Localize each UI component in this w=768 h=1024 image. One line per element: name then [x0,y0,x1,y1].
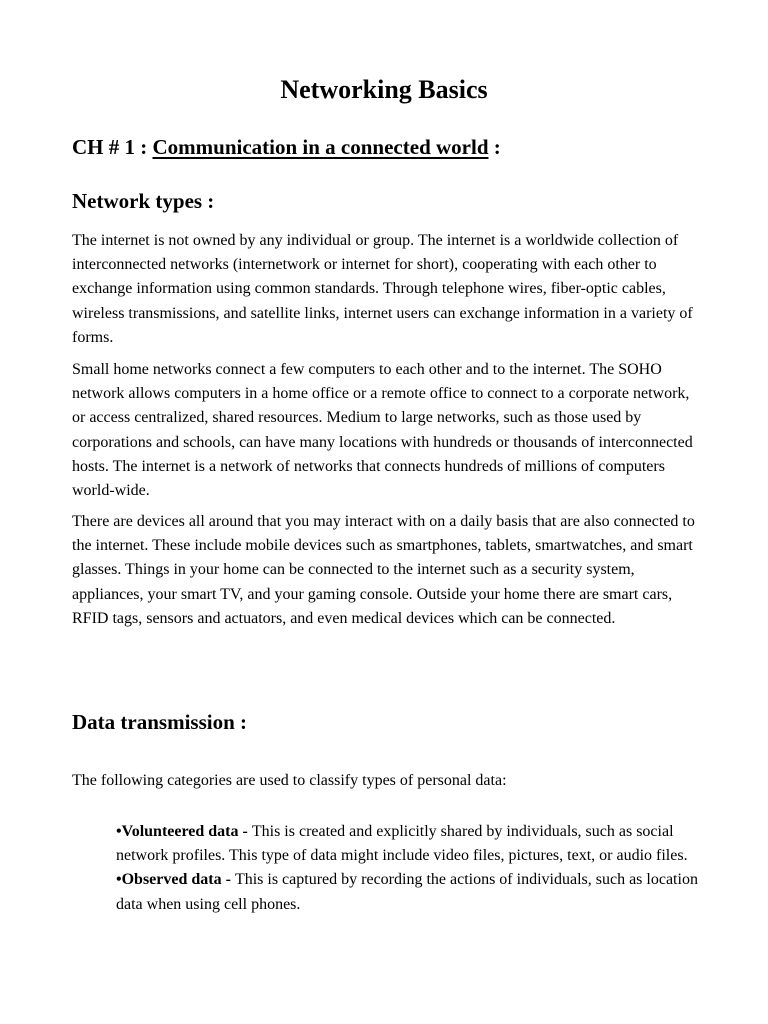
section-heading-data-transmission: Data transmission : [72,710,248,734]
chapter-suffix: : [488,135,501,159]
bullet-marker: • [116,871,122,889]
chapter-title: Communication in a connected world [152,135,489,159]
paragraph: Small home networks connect a few computers to each other and to the internet. The SOHO network allows computers in a home office or a remote office to connect to a corporate network, or access centralized, shared resources. Medium to large networks, such as those used by corporations and schools, can have many locations with hundreds or thousands of interconnected hosts. The internet is a network of networks that connects hundreds of millions of computers world-wide. [72,361,693,500]
section-heading-network-types: Network types : [72,189,215,213]
bullet-text: This is captured by recording the actions of individuals, such as location data when using cell phones. [116,871,698,913]
document-title: Networking Basics [280,75,488,104]
chapter-heading [72,133,501,161]
paragraph: The internet is not owned by any individual or group. The internet is a worldwide collection of interconnected networks (internetwork or internet for short), cooperating with each other to exchange information using common standards. Through telephone wires, fiber-optic cables, wireless transmissions, and satellite links, internet users can exchange information in a variety of forms. [72,232,693,346]
paragraph: The following categories are used to classify types of personal data: [72,772,507,789]
list-item [116,868,706,916]
bullet-term: Observed data - [121,871,235,889]
chapter-prefix: CH # 1 : [72,135,153,159]
bullet-marker: • [116,823,122,840]
bullet-list [116,820,706,917]
bullet-term: Volunteered data - [121,823,252,840]
list-item [116,820,706,868]
bullet-text: This is created and explicitly shared by individuals, such as social network profiles. This type of data might include video files, pictures, text, or audio files. [116,823,688,865]
paragraph: There are devices all around that you may interact with on a daily basis that are also connected to the internet. These include mobile devices such as smartphones, tablets, smartwatches, and smart glasses. Things in your home can be connected to the internet such as a security system, appliances, your smart TV, and your gaming console. Outside your home there are smart cars, RFID tags, sensors and actuators, and even medical devices which can be connected. [72,513,695,627]
